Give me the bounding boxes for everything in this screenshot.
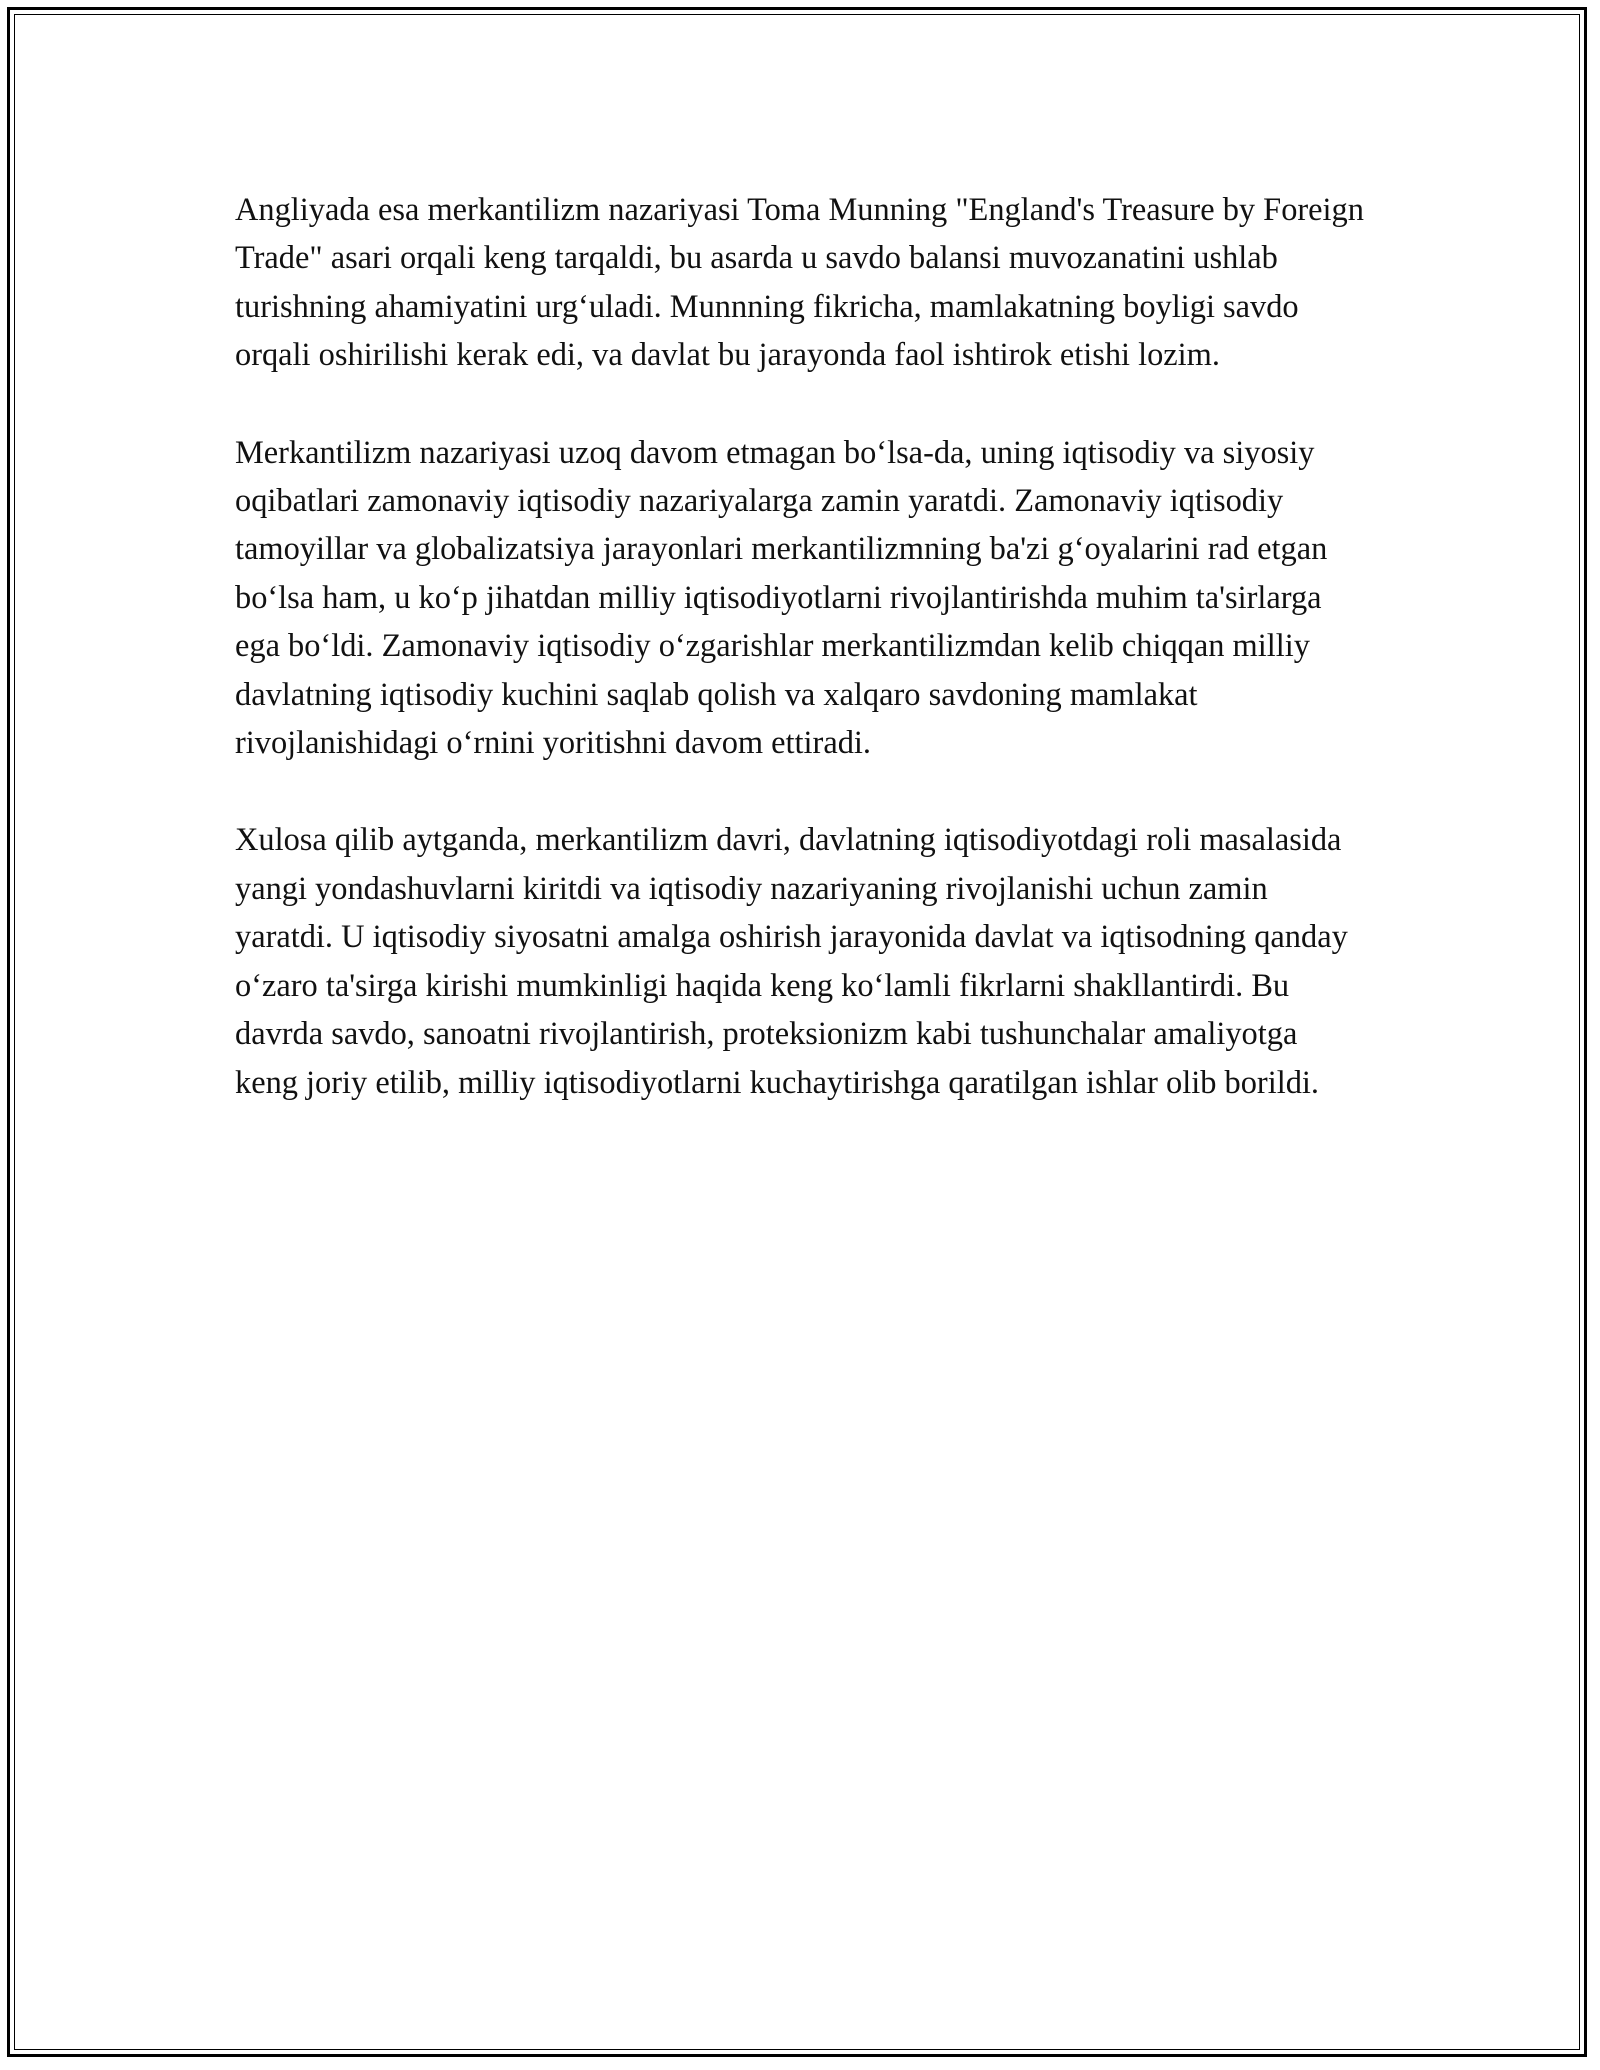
paragraph-conclusion: Xulosa qilib aytganda, merkantilizm davri, davlatning iqtisodiyotdagi roli masalasida yangi yondashuvlarni kiritdi va iqtisodiy nazariyaning rivojlanishi uchun zamin yaratdi. U iqtisodiy siyosatni amalga oshirish jarayonida davlat va iqtisodning qanday o‘zaro ta'sirga kirishi mumkinligi haqida keng ko‘lamli fikrlarni shakllantirdi. Bu davrda savdo, sanoatni rivojlantirish, proteksionizm kabi tushunchalar amaliyotga keng joriy etilib, milliy iqtisodiyotlarni kuchaytirishga qaratilgan ishlar olib borildi. bbox=[235, 822, 1348, 1101]
document-body bbox=[235, 186, 1365, 1156]
paragraph-legacy: Merkantilizm nazariyasi uzoq davom etmagan bo‘lsa-da, uning iqtisodiy va siyosiy oqibatlari zamonaviy iqtisodiy nazariyalarga zamin yaratdi. Zamonaviy iqtisodiy tamoyillar va globalizatsiya jarayonlari merkantilizmning ba'zi g‘oyalarini rad etgan bo‘lsa ham, u ko‘p jihatdan milliy iqtisodiyotlarni rivojlantirishda muhim ta'sirlarga ega bo‘ldi. Zamonaviy iqtisodiy o‘zgarishlar merkantilizmdan kelib chiqqan milliy davlatning iqtisodiy kuchini saqlab qolish va xalqaro savdoning mamlakat rivojlanishidagi o‘rnini yoritishni davom ettiradi. bbox=[235, 434, 1328, 762]
paragraph-munn: Angliyada esa merkantilizm nazariyasi Toma Munning "England's Treasure by Foreign Trade" asari orqali keng tarqaldi, bu asarda u savdo balansi muvozanatini ushlab turishning ahamiyatini urg‘uladi. Munnning fikricha, mamlakatning boyligi savdo orqali oshirilishi kerak edi, va davlat bu jarayonda faol ishtirok etishi lozim. bbox=[235, 192, 1364, 374]
